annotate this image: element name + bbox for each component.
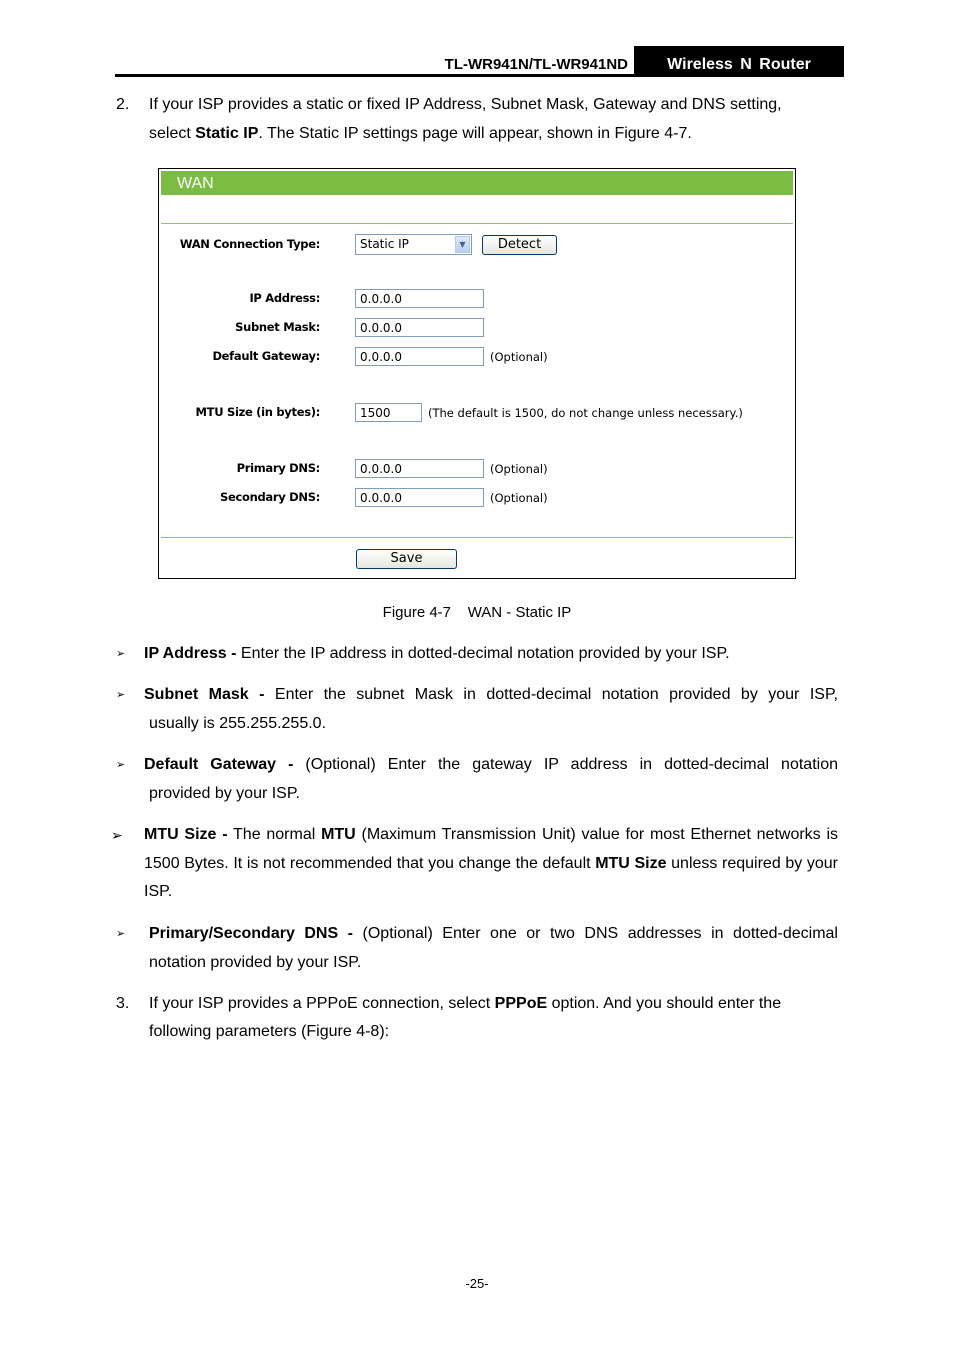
- mtu-default-note: (The default is 1500, do not change unless necessary.): [428, 406, 743, 420]
- page-number: -25-: [465, 1276, 489, 1291]
- bullet-ip-address: ➢ IP Address - Enter the IP address in dotted-decimal notation provided by your ISP.: [116, 640, 838, 669]
- bullet-mtu-size: ➢ MTU Size - The normal MTU (Maximum Transmission Unit) value for most Ethernet networks is 1500 Bytes. It is not recommended that you change the default MTU Size unless required by your ISP.: [116, 821, 838, 907]
- wan-title-bar: WAN: [161, 171, 793, 195]
- default-gateway-input[interactable]: 0.0.0.0: [355, 347, 484, 366]
- mtu-size-input[interactable]: 1500: [355, 403, 422, 422]
- bullet-default-gateway: ➢ Default Gateway - (Optional) Enter the gateway IP address in dotted-decimal notation provided by your ISP.: [116, 751, 838, 808]
- bullet-arrow-icon: ➢: [116, 928, 126, 940]
- mtu-size-label: MTU Size (in bytes):: [195, 405, 320, 419]
- primary-dns-optional-note: (Optional): [490, 462, 548, 476]
- save-button[interactable]: Save: [356, 549, 457, 569]
- bullet-arrow-icon: ➢: [116, 759, 126, 771]
- chevron-down-icon[interactable]: ▼: [455, 236, 470, 253]
- step-2-line-1: If your ISP provides a static or fixed IP Address, Subnet Mask, Gateway and DNS setting,: [149, 96, 782, 113]
- figure-caption: Figure 4-7 WAN - Static IP: [382, 604, 572, 621]
- subnet-mask-label: Subnet Mask:: [235, 320, 320, 334]
- bullet-arrow-icon: ➢: [116, 648, 126, 660]
- connection-type-value: Static IP: [360, 237, 409, 251]
- wan-static-ip-figure: [158, 168, 796, 579]
- header-model: TL-WR941N/TL-WR941ND: [444, 56, 628, 73]
- subnet-mask-input[interactable]: 0.0.0.0: [355, 318, 484, 337]
- header-product-badge: Wireless N Router: [634, 46, 844, 77]
- primary-dns-label: Primary DNS:: [236, 461, 320, 475]
- connection-type-select[interactable]: [355, 234, 472, 255]
- gateway-optional-note: (Optional): [490, 350, 548, 364]
- divider-bottom: [161, 537, 793, 538]
- connection-type-label: WAN Connection Type:: [179, 237, 320, 251]
- ip-address-label: IP Address:: [249, 291, 320, 305]
- step-3-line-1: If your ISP provides a PPPoE connection, select PPPoE option. And you should enter the: [149, 995, 782, 1012]
- default-gateway-label: Default Gateway:: [212, 349, 320, 363]
- bullet-arrow-icon: ➢: [116, 689, 126, 701]
- step-2-number: 2.: [116, 96, 130, 113]
- bullet-arrow-icon: ➢: [111, 827, 123, 843]
- bullet-subnet-mask: ➢ Subnet Mask - Enter the subnet Mask in dotted-decimal notation provided by your ISP, usually is 255.255.255.0.: [116, 681, 838, 738]
- ip-address-input[interactable]: 0.0.0.0: [355, 289, 484, 308]
- step-3-number: 3.: [116, 995, 130, 1012]
- secondary-dns-optional-note: (Optional): [490, 491, 548, 505]
- bullet-dns: ➢ Primary/Secondary DNS - (Optional) Enter one or two DNS addresses in dotted-decimal notation provided by your ISP.: [116, 920, 838, 977]
- secondary-dns-input[interactable]: 0.0.0.0: [355, 488, 484, 507]
- step-2-line-2: select Static IP. The Static IP settings page will appear, shown in Figure 4-7.: [149, 125, 692, 142]
- divider-top: [161, 223, 793, 224]
- step-3-line-2: following parameters (Figure 4-8):: [149, 1023, 390, 1040]
- primary-dns-input[interactable]: 0.0.0.0: [355, 459, 484, 478]
- secondary-dns-label: Secondary DNS:: [219, 490, 320, 504]
- header-rule: [115, 74, 844, 77]
- detect-button[interactable]: Detect: [482, 235, 557, 255]
